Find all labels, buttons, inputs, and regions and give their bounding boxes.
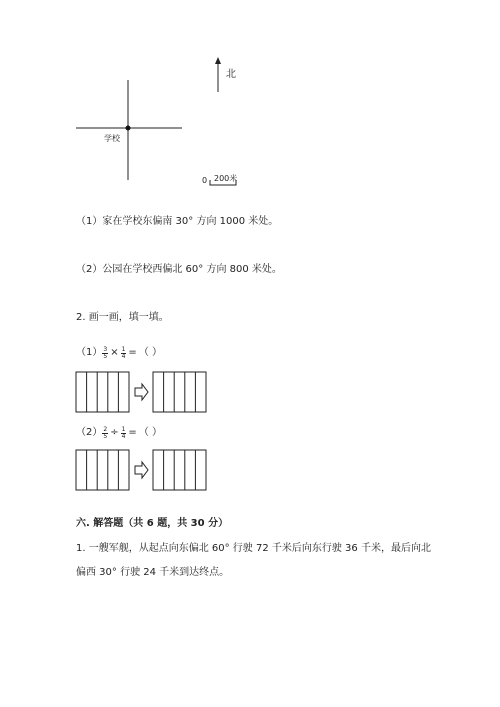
sub2-right-rect [153,450,206,490]
sub2-arrow-icon [135,462,148,478]
sub2-equals: = [128,427,137,438]
sub1-equals: = [128,347,137,358]
sub1-fraction-2 [121,347,127,360]
sub1-operator: × [110,347,119,358]
section6-title: 六. 解答题（共 6 题，共 30 分） [76,518,229,529]
sub2-frac2-numerator: 1 [121,425,126,433]
sub1-equation [76,346,162,360]
sub2-equation [76,426,162,440]
map-diagram [0,0,500,200]
sub1-figure [0,370,500,420]
sub1-left-rect [76,372,129,412]
sub2-fraction-2 [121,427,127,440]
sub1-frac1-denominator: 5 [103,352,108,360]
sub1-frac2-numerator: 1 [121,345,126,353]
sub2-operator: ÷ [110,427,119,438]
section2-title: 2. 画一画，填一填。 [76,312,169,323]
sub2-figure [0,448,500,498]
sub2-frac2-denominator: 4 [121,432,126,440]
section6-q1-line1: 1. 一艘军舰，从起点向东偏北 60° 行驶 72 千米后向东行驶 36 千米，最后向北 [76,543,431,554]
sub2-left-rect [76,450,129,490]
sub1-right-rect [153,372,206,412]
north-label: 北 [226,69,236,80]
section6-q1-line2: 偏西 30° 行驶 24 千米到达终点。 [76,567,230,578]
sub1-fraction-1 [102,347,108,360]
school-label: 学校 [104,134,120,143]
sub1-arrow-icon [135,384,148,400]
scale-zero-label: 0 [202,176,208,185]
sub2-answer-blank[interactable]: （ ） [138,427,162,438]
item-home: （1）家在学校东偏南 30° 方向 1000 米处。 [76,216,279,227]
sub2-frac1-numerator: 2 [103,425,108,433]
sub2-fraction-1 [102,427,108,440]
sub2-prefix: （2） [76,427,103,438]
north-arrowhead [215,57,221,64]
sub1-prefix: （1） [76,347,103,358]
item-park: （2）公园在学校西偏北 60° 方向 800 米处。 [76,264,282,275]
school-point [126,126,131,131]
sub2-frac1-denominator: 5 [103,432,108,440]
sub1-frac2-denominator: 4 [121,352,126,360]
scale-distance-label: 200米 [214,174,238,183]
sub1-frac1-numerator: 3 [103,345,108,353]
sub1-answer-blank[interactable]: （ ） [138,347,162,358]
